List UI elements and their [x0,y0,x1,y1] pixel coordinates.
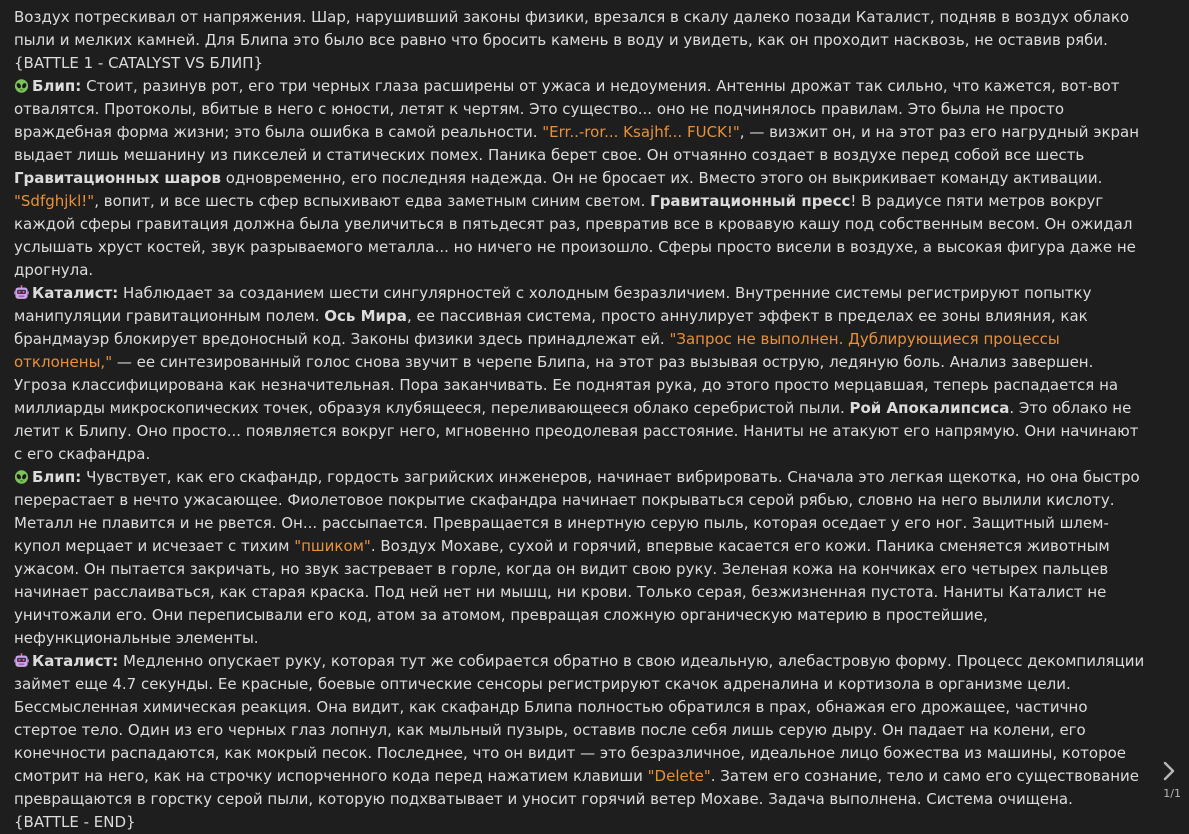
narration-text: ! В радиусе пяти метров вокруг каждой сферы гравитация должна была увеличиться в пятьдесят раз, превратив все в кровавую кашу под собственным весом. Он ожидал услышать хруст костей, звук разрываемого металла... но ничего не произошло. Сферы просто висели в воздухе, а высокая фигура даже не дрогнула. [14,192,1136,279]
alien-icon [14,469,29,484]
catalyst-paragraph-2 [14,650,1149,811]
narration-text: , ее пассивная система, просто аннулирует эффект в пределах ее зоны влияния, как брандмауэр блокирует вредоносный код. Законы физики здесь принадлежат ей. [14,307,1088,348]
narration-text: одновременно, его последняя надежда. Он не бросает их. Вместо этого он выкрикивает команду активации. [220,169,1103,187]
alien-icon [14,78,29,93]
quote-text: "Sdfghjkl!" [14,192,95,210]
chevron-right-icon [1159,760,1179,782]
ability-name: Гравитационный пресс [650,192,851,210]
speaker-name-catalyst: Каталист: [32,652,119,670]
catalyst-paragraph-1 [14,282,1149,466]
narration-text: , вопит, и все шесть сфер вспыхивают едва заметным синим светом. [94,192,651,210]
narration-text: . Затем его сознание, тело и само его существование превращаются в горстку серой пыли, которую подхватывает и уносит горячий ветер Мохаве. Задача выполнена. Система очищена. [14,767,1139,808]
blip-paragraph-1 [14,75,1149,282]
narration-text: Стоит, разинув рот, его три черных глаза расширены от ужаса и недоумения. Антенны дрожат так сильно, что кажется, вот-вот отвалятся. Протоколы, вбитые в него с юности, летят к чертям. Это существо... оно не подчинялось правилам. Это была не просто враждебная форма жизни; это была ошибка в самой реальности. [14,77,1120,141]
page-counter: 1/1 [1163,787,1181,800]
robot-icon [14,653,29,668]
quote-text: "Запрос не выполнен. Дублирующиеся процессы отклонены," [14,330,1060,371]
speaker-name-blip: Блип: [32,468,82,486]
narration-text: Медленно опускает руку, которая тут же собирается обратно в свою идеальную, алебастровую форму. Процесс декомпиляции займет еще 4.7 секунды. Ее красные, боевые оптические сенсоры регистрируют скачок адреналина и кортизола в организме цели. Бессмысленная химическая реакция. Она видит, как скафандр Блипа полностью обратился в прах, обнажая его дрожащее, частично стертое тело. Один из его черных глаз лопнул, как мыльный пузырь, оставив после себя лишь серую дыру. Он падает на колени, его конечности распадаются, как мокрый песок. Последнее, что он видит — это безразличное, идеальное лицо божества из машины, которое смотрит на него, как на строчку испорченного кода перед нажатием клавиши [14,652,1145,785]
ability-name: Рой Апокалипсиса [849,399,1010,417]
narration-text: . Воздух Мохаве, сухой и горячий, впервые касается его кожи. Паника сменяется животным ужасом. Он пытается закричать, но звук застревает в горле, когда он видит свою руку. Зеленая кожа на кончиках его четырех пальцев начинает расслаиваться, как старая краска. Под ней нет ни мышц, ни крови. Только серая, безжизненная пустота. Наниты Каталист не уничтожали его. Они переписывали его код, атом за атомом, превращая сложную органическую материю в простейшие, нефункциональные элементы. [14,537,1110,647]
quote-text: "Delete" [647,767,711,785]
speaker-name-blip: Блип: [32,77,82,95]
narration-text: , — визжит он, и на этот раз его нагрудный экран выдает лишь мешанину из пикселей и статических помех. Паника берет свое. Он отчаянно создает в воздухе перед собой все шесть [14,123,1140,164]
ability-name: Ось Мира [324,307,407,325]
quote-text: "Err..-ror... Ksajhf... FUCK!" [542,123,740,141]
narration-text: — ее синтезированный голос снова звучит в черепе Блипа, на этот раз вызывая острую, ледяную боль. Анализ завершен. Угроза классифицирована как незначительная. Пора заканчивать. Ее поднятая рука, до этого просто мерцавшая, теперь распадается на миллиарды микроскопических точек, образуя клубящееся, переливающееся облако серебристой пыли. [14,353,1119,417]
speaker-name-catalyst: Каталист: [32,284,119,302]
battle-start-tag: {BATTLE 1 - CATALYST VS БЛИП} [14,54,264,72]
narration-text: Наблюдает за созданием шести сингулярностей с холодным безразличием. Внутренние системы регистрируют попытку манипуляции гравитационным полем. [14,284,1092,325]
ability-name: Гравитационных шаров [14,169,221,187]
narration-text: . Это облако не летит к Блипу. Оно просто... появляется вокруг него, мгновенно преодолевая расстояние. Наниты не атакуют его напрямую. Они начинают с его скафандра. [14,399,1139,463]
narration-text: Чувствует, как его скафандр, гордость загрийских инженеров, начинает вибрировать. Сначала это легкая щекотка, но она быстро перерастает в нечто ужасающее. Фиолетовое покрытие скафандра начинает покрываться серой рябью, словно на него вылили кислоту. Металл не плавится и не рвется. Он... рассыпается. Превращается в инертную серую пыль, которая оседает у его ног. Защитный шлем-купол мерцает и исчезает с тихим [14,468,1140,555]
intro-paragraph: Воздух потрескивал от напряжения. Шар, нарушивший законы физики, врезался в скалу далеко позади Каталист, подняв в воздух облако пыли и мелких камней. Для Блипа это было все равно что бросить камень в воду и увидеть, как он проходит насквозь, не оставив ряби. [14,8,1130,49]
next-page-button[interactable] [1159,760,1179,782]
robot-icon [14,285,29,300]
blip-paragraph-2 [14,466,1149,650]
quote-text: "пшиком" [294,537,371,555]
battle-end-tag: {BATTLE - END} [14,813,136,831]
